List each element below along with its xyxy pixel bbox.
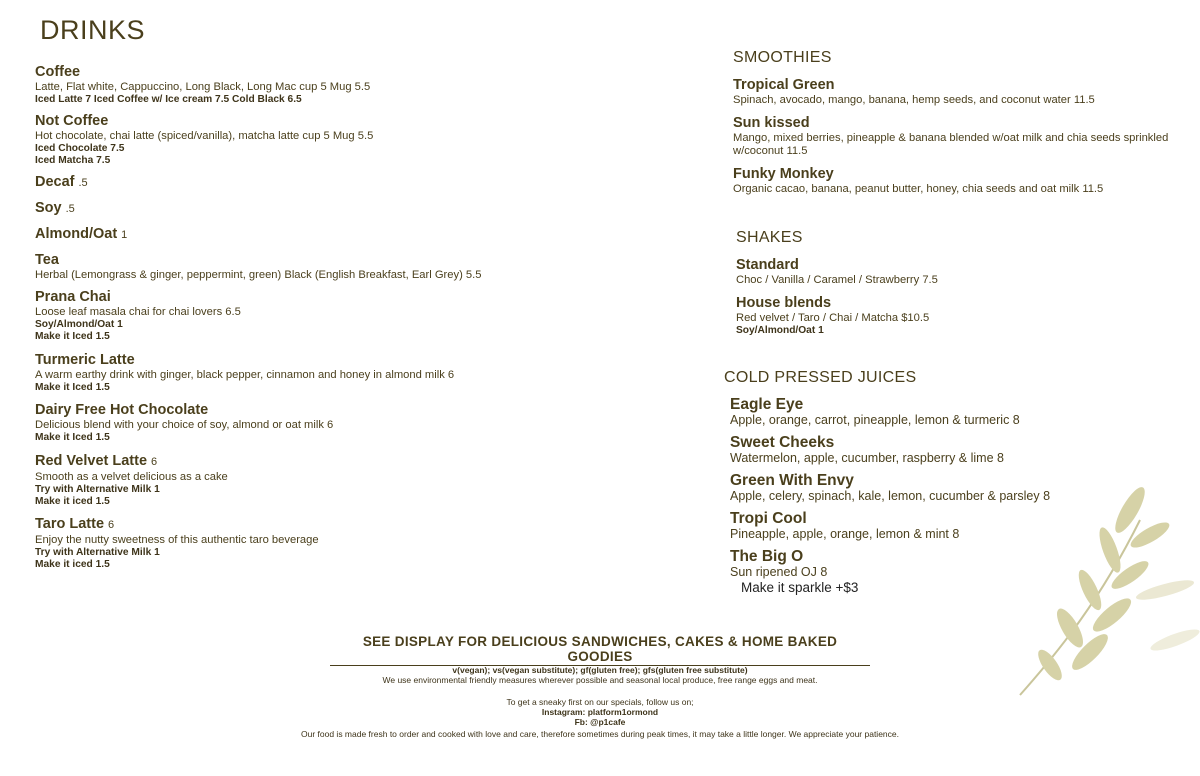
item-name: Tropical Green: [733, 77, 835, 93]
menu-item-house-blends: [736, 295, 1166, 338]
menu-item-turmeric-latte: [35, 352, 655, 395]
item-desc: Loose leaf masala chai for chai lovers 6.5: [35, 305, 241, 318]
item-name: Soy: [35, 199, 62, 216]
item-desc: Pineapple, apple, orange, lemon & mint 8: [730, 527, 960, 541]
item-name: Red Velvet Latte: [35, 452, 148, 469]
facebook-handle: Fb: @p1cafe: [574, 717, 626, 727]
item-desc: Apple, orange, carrot, pineapple, lemon & turmeric 8: [730, 413, 1020, 427]
item-name: Turmeric Latte: [35, 351, 135, 368]
menu-item-sun-kissed: [733, 115, 1173, 158]
item-note: Make it Iced 1.5: [35, 381, 110, 393]
olive-branch-icon: [1000, 480, 1200, 710]
item-price: 6: [151, 455, 158, 468]
shakes-title: SHAKES: [736, 229, 803, 246]
item-name: House blends: [736, 295, 832, 311]
page-title: DRINKS: [40, 15, 146, 45]
item-note: Iced Chocolate 7.5: [35, 142, 125, 154]
item-note: Iced Latte 7 Iced Coffee w/ Ice cream 7.5 Cold Black 6.5: [35, 94, 302, 105]
item-desc: Apple, celery, spinach, kale, lemon, cucumber & parsley 8: [730, 489, 1051, 503]
drinks-list: [35, 64, 655, 578]
item-name: Coffee: [35, 64, 81, 80]
item-desc: Herbal (Lemongrass & ginger, peppermint, green) Black (English Breakfast, Earl Grey) 5.5: [35, 268, 482, 281]
menu-item-taro-latte: [35, 516, 655, 572]
smoothies-list: [733, 77, 1173, 202]
follow-text: To get a sneaky first on our specials, follow us on;: [506, 697, 694, 707]
instagram-handle: Instagram: platform1ormond: [541, 707, 659, 717]
menu-item-dairy-free-hot-chocolate: [35, 402, 655, 445]
item-note: Make it Iced 1.5: [35, 331, 110, 342]
item-desc: Red velvet / Taro / Chai / Matcha $10.5: [736, 312, 930, 324]
item-desc: Choc / Vanilla / Caramel / Strawberry 7.5: [736, 274, 938, 286]
menu-item-red-velvet-latte: [35, 453, 655, 509]
menu-item-eagle-eye: [730, 396, 1170, 428]
item-name: Dairy Free Hot Chocolate: [35, 402, 209, 418]
item-name: Tropi Cool: [730, 510, 807, 527]
item-price: 1: [121, 228, 128, 241]
item-desc: Delicious blend with your choice of soy, almond or oat milk 6: [35, 419, 334, 431]
item-name: Standard: [736, 257, 799, 273]
item-note: Soy/Almond/Oat 1: [35, 318, 123, 330]
item-name: Prana Chai: [35, 288, 111, 305]
menu-item-almond-oat: [35, 226, 655, 244]
menu-item-not-coffee: [35, 113, 655, 168]
menu-item-coffee: [35, 64, 655, 107]
dietary-legend: v(vegan); vs(vegan substitute); gf(gluten free); gfs(gluten free substitute): [452, 665, 748, 675]
item-price: 6: [108, 518, 115, 531]
item-desc: Sun ripened OJ 8: [730, 565, 828, 579]
juices-title: COLD PRESSED JUICES: [724, 369, 917, 386]
item-desc: Smooth as a velvet delicious as a cake: [35, 470, 228, 483]
item-name: Funky Monkey: [733, 166, 834, 182]
sparkle-addon: Make it sparkle +$3: [741, 580, 859, 595]
item-name: The Big O: [730, 548, 804, 565]
item-name: Not Coffee: [35, 112, 109, 129]
item-desc: Enjoy the nutty sweetness of this authentic taro beverage: [35, 533, 319, 546]
item-note: Make it Iced 1.5: [35, 432, 110, 443]
item-name: Tea: [35, 251, 59, 268]
menu-item-tea: [35, 252, 655, 282]
menu-item-sweet-cheeks: [730, 434, 1170, 466]
item-name: Taro Latte: [35, 515, 105, 532]
item-note: Make it iced 1.5: [35, 559, 110, 570]
item-desc: Mango, mixed berries, pineapple & banana blended w/oat milk and chia seeds sprinkled w/coconut 11.5: [733, 132, 1169, 157]
item-price: .5: [65, 202, 75, 215]
item-name: Almond/Oat: [35, 225, 118, 242]
shakes-list: [736, 257, 1166, 344]
item-desc: Organic cacao, banana, peanut butter, honey, chia seeds and oat milk 11.5: [733, 183, 1104, 195]
menu-item-prana-chai: [35, 289, 655, 344]
fresh-statement: Our food is made fresh to order and cooked with love and care, therefore sometimes during peak times, it may take a little longer. We appreciate your patience.: [301, 729, 899, 739]
item-name: Sweet Cheeks: [730, 434, 835, 451]
item-note: Make it iced 1.5: [35, 496, 110, 507]
item-note: Try with Alternative Milk 1: [35, 483, 160, 495]
menu-item-funky-monkey: [733, 166, 1173, 196]
menu-item-standard: [736, 257, 1166, 287]
item-desc: Hot chocolate, chai latte (spiced/vanilla), matcha latte cup 5 Mug 5.5: [35, 129, 374, 142]
eco-statement: We use environmental friendly measures wherever possible and seasonal local produce, free range eggs and meat.: [382, 675, 818, 685]
menu-item-tropical-green: [733, 77, 1173, 107]
menu-item-decaf: [35, 174, 655, 192]
item-name: Decaf: [35, 173, 75, 190]
item-name: Eagle Eye: [730, 396, 804, 413]
item-name: Sun kissed: [733, 115, 810, 131]
item-name: Green With Envy: [730, 472, 854, 489]
item-note: Iced Matcha 7.5: [35, 155, 111, 166]
item-price: .5: [78, 176, 88, 189]
display-banner: SEE DISPLAY FOR DELICIOUS SANDWICHES, CAKES & HOME BAKED GOODIES: [330, 634, 870, 666]
item-desc: Spinach, avocado, mango, banana, hemp seeds, and coconut water 11.5: [733, 94, 1095, 106]
menu-item-soy: [35, 200, 655, 218]
item-note: Try with Alternative Milk 1: [35, 546, 160, 558]
item-note: Soy/Almond/Oat 1: [736, 325, 824, 336]
item-desc: Watermelon, apple, cucumber, raspberry & lime 8: [730, 451, 1004, 465]
item-desc: A warm earthy drink with ginger, black pepper, cinnamon and honey in almond milk 6: [35, 368, 455, 381]
smoothies-title: SMOOTHIES: [733, 49, 832, 66]
item-desc: Latte, Flat white, Cappuccino, Long Black, Long Mac cup 5 Mug 5.5: [35, 81, 371, 93]
